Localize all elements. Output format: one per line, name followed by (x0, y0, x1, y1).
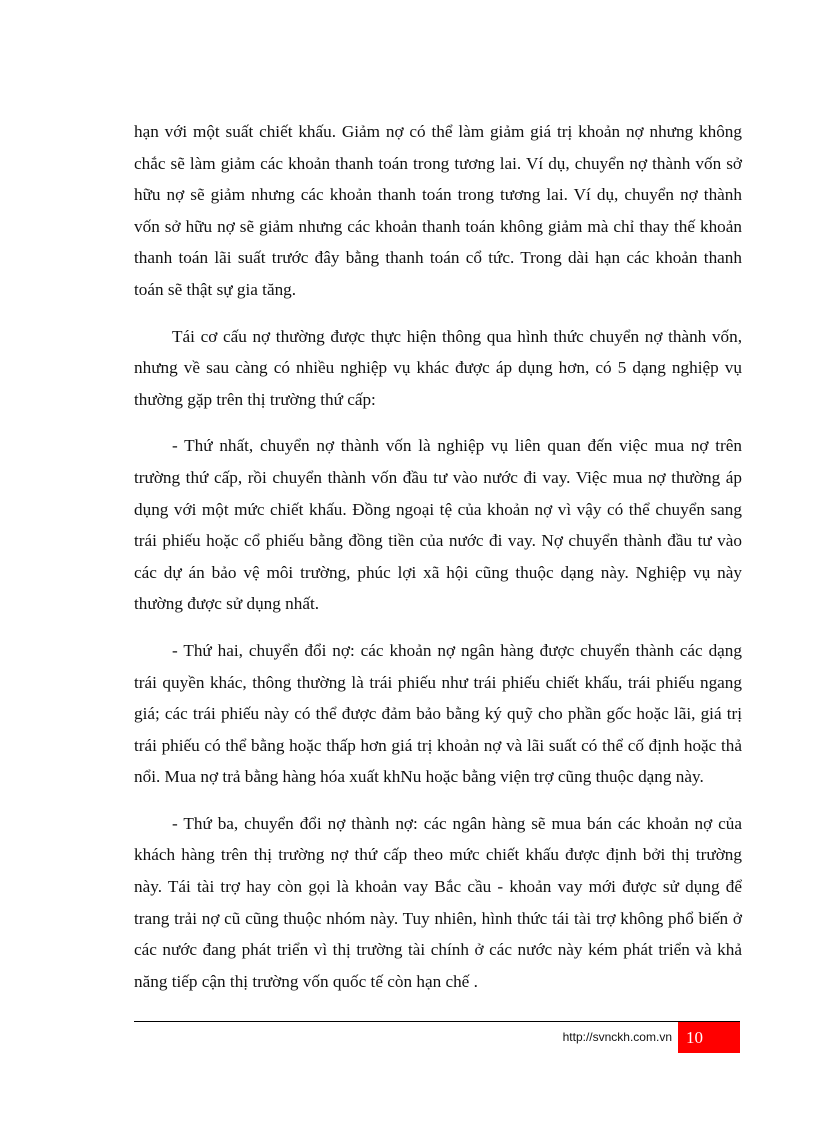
paragraph-third-type: - Thứ ba, chuyển đổi nợ thành nợ: các ngân hàng sẽ mua bán các khoản nợ của khách hàng trên thị trường nợ thứ cấp theo mức chiết khấu được định bởi thị trường này. Tái tài trợ hay còn gọi là khoản vay Bắc cầu - khoản vay mới được sử dụng để trang trải nợ cũ cũng thuộc nhóm này. Tuy nhiên, hình thức tái tài trợ không phổ biến ở các nước đang phát triển vì thị trường tài chính ở các nước này kém phát triển và khả năng tiếp cận thị trường vốn quốc tế còn hạn chế . (134, 813, 742, 991)
page-number-badge: 10 (678, 1022, 740, 1053)
footer-divider (134, 1021, 740, 1022)
document-body (134, 116, 742, 1012)
paragraph-first-type: - Thứ nhất, chuyển nợ thành vốn là nghiệp vụ liên quan đến việc mua nợ trên trường thứ cấp, rồi chuyển thành vốn đầu tư vào nước đi vay. Việc mua nợ thường áp dụng với một mức chiết khấu. Đồng ngoại tệ của khoản nợ vì vậy có thể chuyển sang trái phiếu hoặc cổ phiếu bằng đồng tiền của nước đi vay. Nợ chuyển thành đầu tư vào các dự án bảo vệ môi trường, phúc lợi xã hội cũng thuộc dạng này. Nghiệp vụ này thường được sử dụng nhất. (134, 436, 742, 614)
paragraph-continuation: hạn với một suất chiết khấu. Giảm nợ có thể làm giảm giá trị khoản nợ nhưng không chắc sẽ làm giảm các khoản thanh toán trong tương lai. Ví dụ, chuyển nợ thành vốn sở hữu nợ sẽ giảm nhưng các khoản thanh toán trong tương lai. Ví dụ, chuyển nợ thành vốn sở hữu nợ sẽ giảm nhưng các khoản thanh toán không giảm mà chỉ thay thế khoản thanh toán lãi suất trước đây bằng thanh toán cổ tức. Trong dài hạn các khoản thanh toán sẽ thật sự gia tăng. (134, 122, 742, 299)
footer-url: http://svnckh.com.vn (562, 1030, 672, 1044)
paragraph-second-type: - Thứ hai, chuyển đổi nợ: các khoản nợ ngân hàng được chuyển thành các dạng trái quyền khác, thông thường là trái phiếu như trái phiếu chiết khấu, trái phiếu ngang giá; các trái phiếu này có thể được đảm bảo bằng ký quỹ cho phần gốc hoặc lãi, giá trị trái phiếu có thể bằng hoặc thấp hơn giá trị khoản nợ và lãi suất có thể cố định hoặc thả nổi. Mua nợ trả bằng hàng hóa xuất khNu hoặc bằng viện trợ cũng thuộc dạng này. (134, 640, 742, 787)
paragraph-debt-restructuring-intro: Tái cơ cấu nợ thường được thực hiện thông qua hình thức chuyển nợ thành vốn, nhưng về sau càng có nhiều nghiệp vụ khác được áp dụng hơn, có 5 dạng nghiệp vụ thường gặp trên thị trường thứ cấp: (134, 326, 742, 409)
